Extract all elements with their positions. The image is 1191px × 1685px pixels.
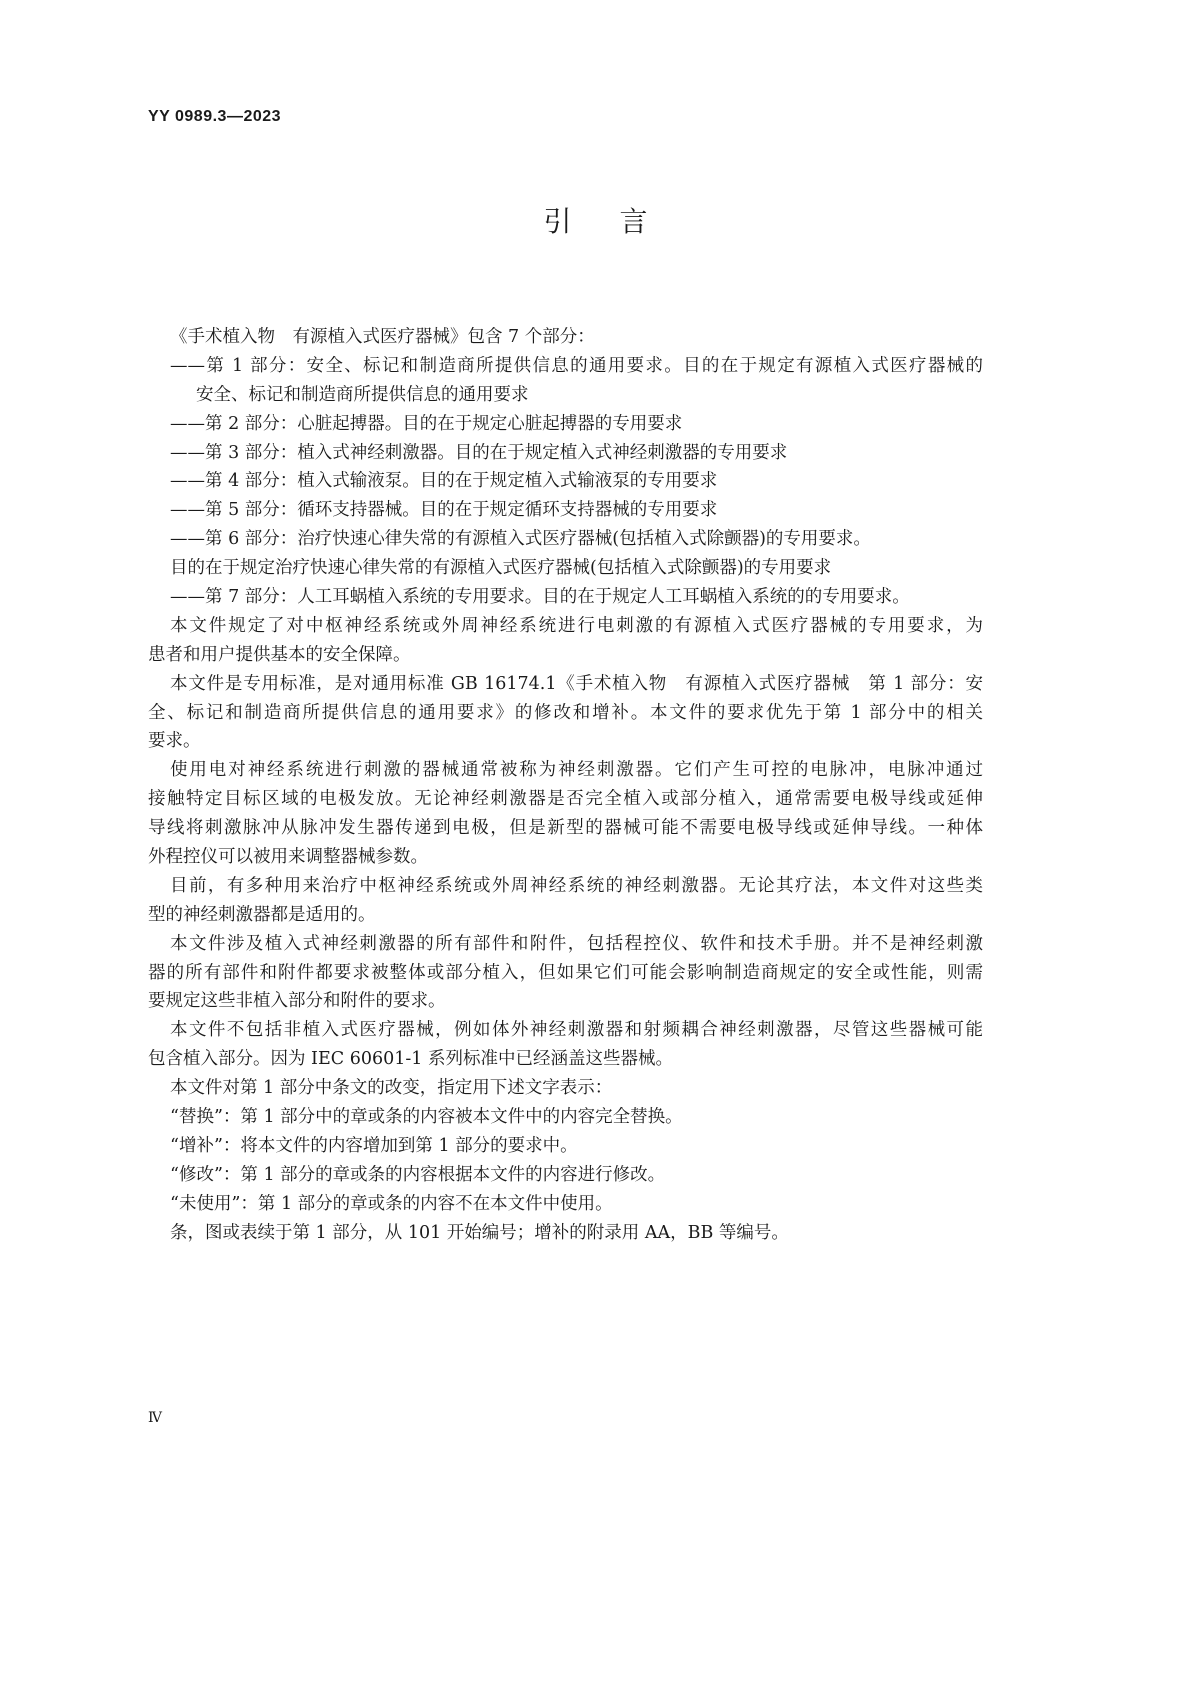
page-number: Ⅳ: [148, 1410, 162, 1426]
text-line: 本文件规定了对中枢神经系统或外周神经系统进行电刺激的有源植入式医疗器械的专用要求，为: [170, 615, 983, 636]
text-line: ——第 2 部分：心脏起搏器。目的在于规定心脏起搏器的专用要求: [170, 413, 683, 434]
text-line: 条，图或表续于第 1 部分，从 101 开始编号；增补的附录用 AA，BB 等编号。: [170, 1222, 789, 1243]
text-line: “替换”：第 1 部分中的章或条的内容被本文件中的内容完全替换。: [170, 1107, 683, 1128]
introduction-body: [148, 323, 983, 1248]
text-line: 外程控仪可以被用来调整器械参数。: [148, 847, 428, 868]
text-line: 型的神经刺激器都是适用的。: [148, 904, 376, 925]
text-line: 要求。: [148, 731, 201, 752]
text-line: 《手术植入物 有源植入式医疗器械》包含 7 个部分：: [170, 327, 595, 347]
text-line: “未使用”：第 1 部分的章或条的内容不在本文件中使用。: [170, 1193, 613, 1214]
text-line: 本文件对第 1 部分中条文的改变，指定用下述文字表示：: [170, 1078, 613, 1099]
text-line: 安全、标记和制造商所提供信息的通用要求: [196, 384, 529, 405]
text-line: “增补”：将本文件的内容增加到第 1 部分的要求中。: [170, 1135, 578, 1156]
document-number: YY 0989.3—2023: [148, 108, 282, 125]
text-line: ——第 1 部分：安全、标记和制造商所提供信息的通用要求。目的在于规定有源植入式医疗器械的: [170, 355, 983, 376]
text-line: 包含植入部分。因为 IEC 60601-1 系列标准中已经涵盖这些器械。: [148, 1049, 673, 1070]
page-title: 引言: [543, 205, 696, 238]
text-line: 目前，有多种用来治疗中枢神经系统或外周神经系统的神经刺激器。无论其疗法，本文件对这些类: [170, 875, 983, 896]
text-line: 本文件涉及植入式神经刺激器的所有部件和附件，包括程控仪、软件和技术手册。并不是神经刺激: [170, 933, 983, 954]
text-line: 目的在于规定治疗快速心律失常的有源植入式医疗器械(包括植入式除颤器)的专用要求: [170, 558, 832, 579]
text-line: 导线将刺激脉冲从脉冲发生器传递到电极，但是新型的器械可能不需要电极导线或延伸导线。一种体: [148, 818, 983, 839]
text-line: “修改”：第 1 部分的章或条的内容根据本文件的内容进行修改。: [170, 1164, 666, 1185]
text-line: 本文件不包括非植入式医疗器械，例如体外神经刺激器和射频耦合神经刺激器，尽管这些器械可能: [170, 1020, 983, 1041]
text-line: 接触特定目标区域的电极发放。无论神经刺激器是否完全植入或部分植入，通常需要电极导线或延伸: [148, 789, 983, 810]
text-line: 要规定这些非植入部分和附件的要求。: [148, 991, 446, 1012]
text-line: ——第 3 部分：植入式神经刺激器。目的在于规定植入式神经刺激器的专用要求: [170, 442, 788, 463]
text-line: ——第 5 部分：循环支持器械。目的在于规定循环支持器械的专用要求: [170, 500, 718, 521]
text-line: 全、标记和制造商所提供信息的通用要求》的修改和增补。本文件的要求优先于第 1 部分中的相关: [148, 702, 983, 723]
text-line: ——第 7 部分：人工耳蜗植入系统的专用要求。目的在于规定人工耳蜗植入系统的的专用要求。: [170, 587, 910, 608]
text-line: 使用电对神经系统进行刺激的器械通常被称为神经刺激器。它们产生可控的电脉冲，电脉冲通过: [170, 760, 983, 781]
text-line: 本文件是专用标准，是对通用标准 GB 16174.1《手术植入物 有源植入式医疗器械 第 1 部分：安: [170, 673, 983, 694]
text-line: ——第 6 部分：治疗快速心律失常的有源植入式医疗器械(包括植入式除颤器)的专用要求。: [170, 529, 871, 550]
text-line: 器的所有部件和附件都要求被整体或部分植入，但如果它们可能会影响制造商规定的安全或性能，则需: [148, 962, 983, 983]
text-line: 患者和用户提供基本的安全保障。: [148, 644, 411, 665]
text-line: ——第 4 部分：植入式输液泵。目的在于规定植入式输液泵的专用要求: [170, 471, 718, 492]
